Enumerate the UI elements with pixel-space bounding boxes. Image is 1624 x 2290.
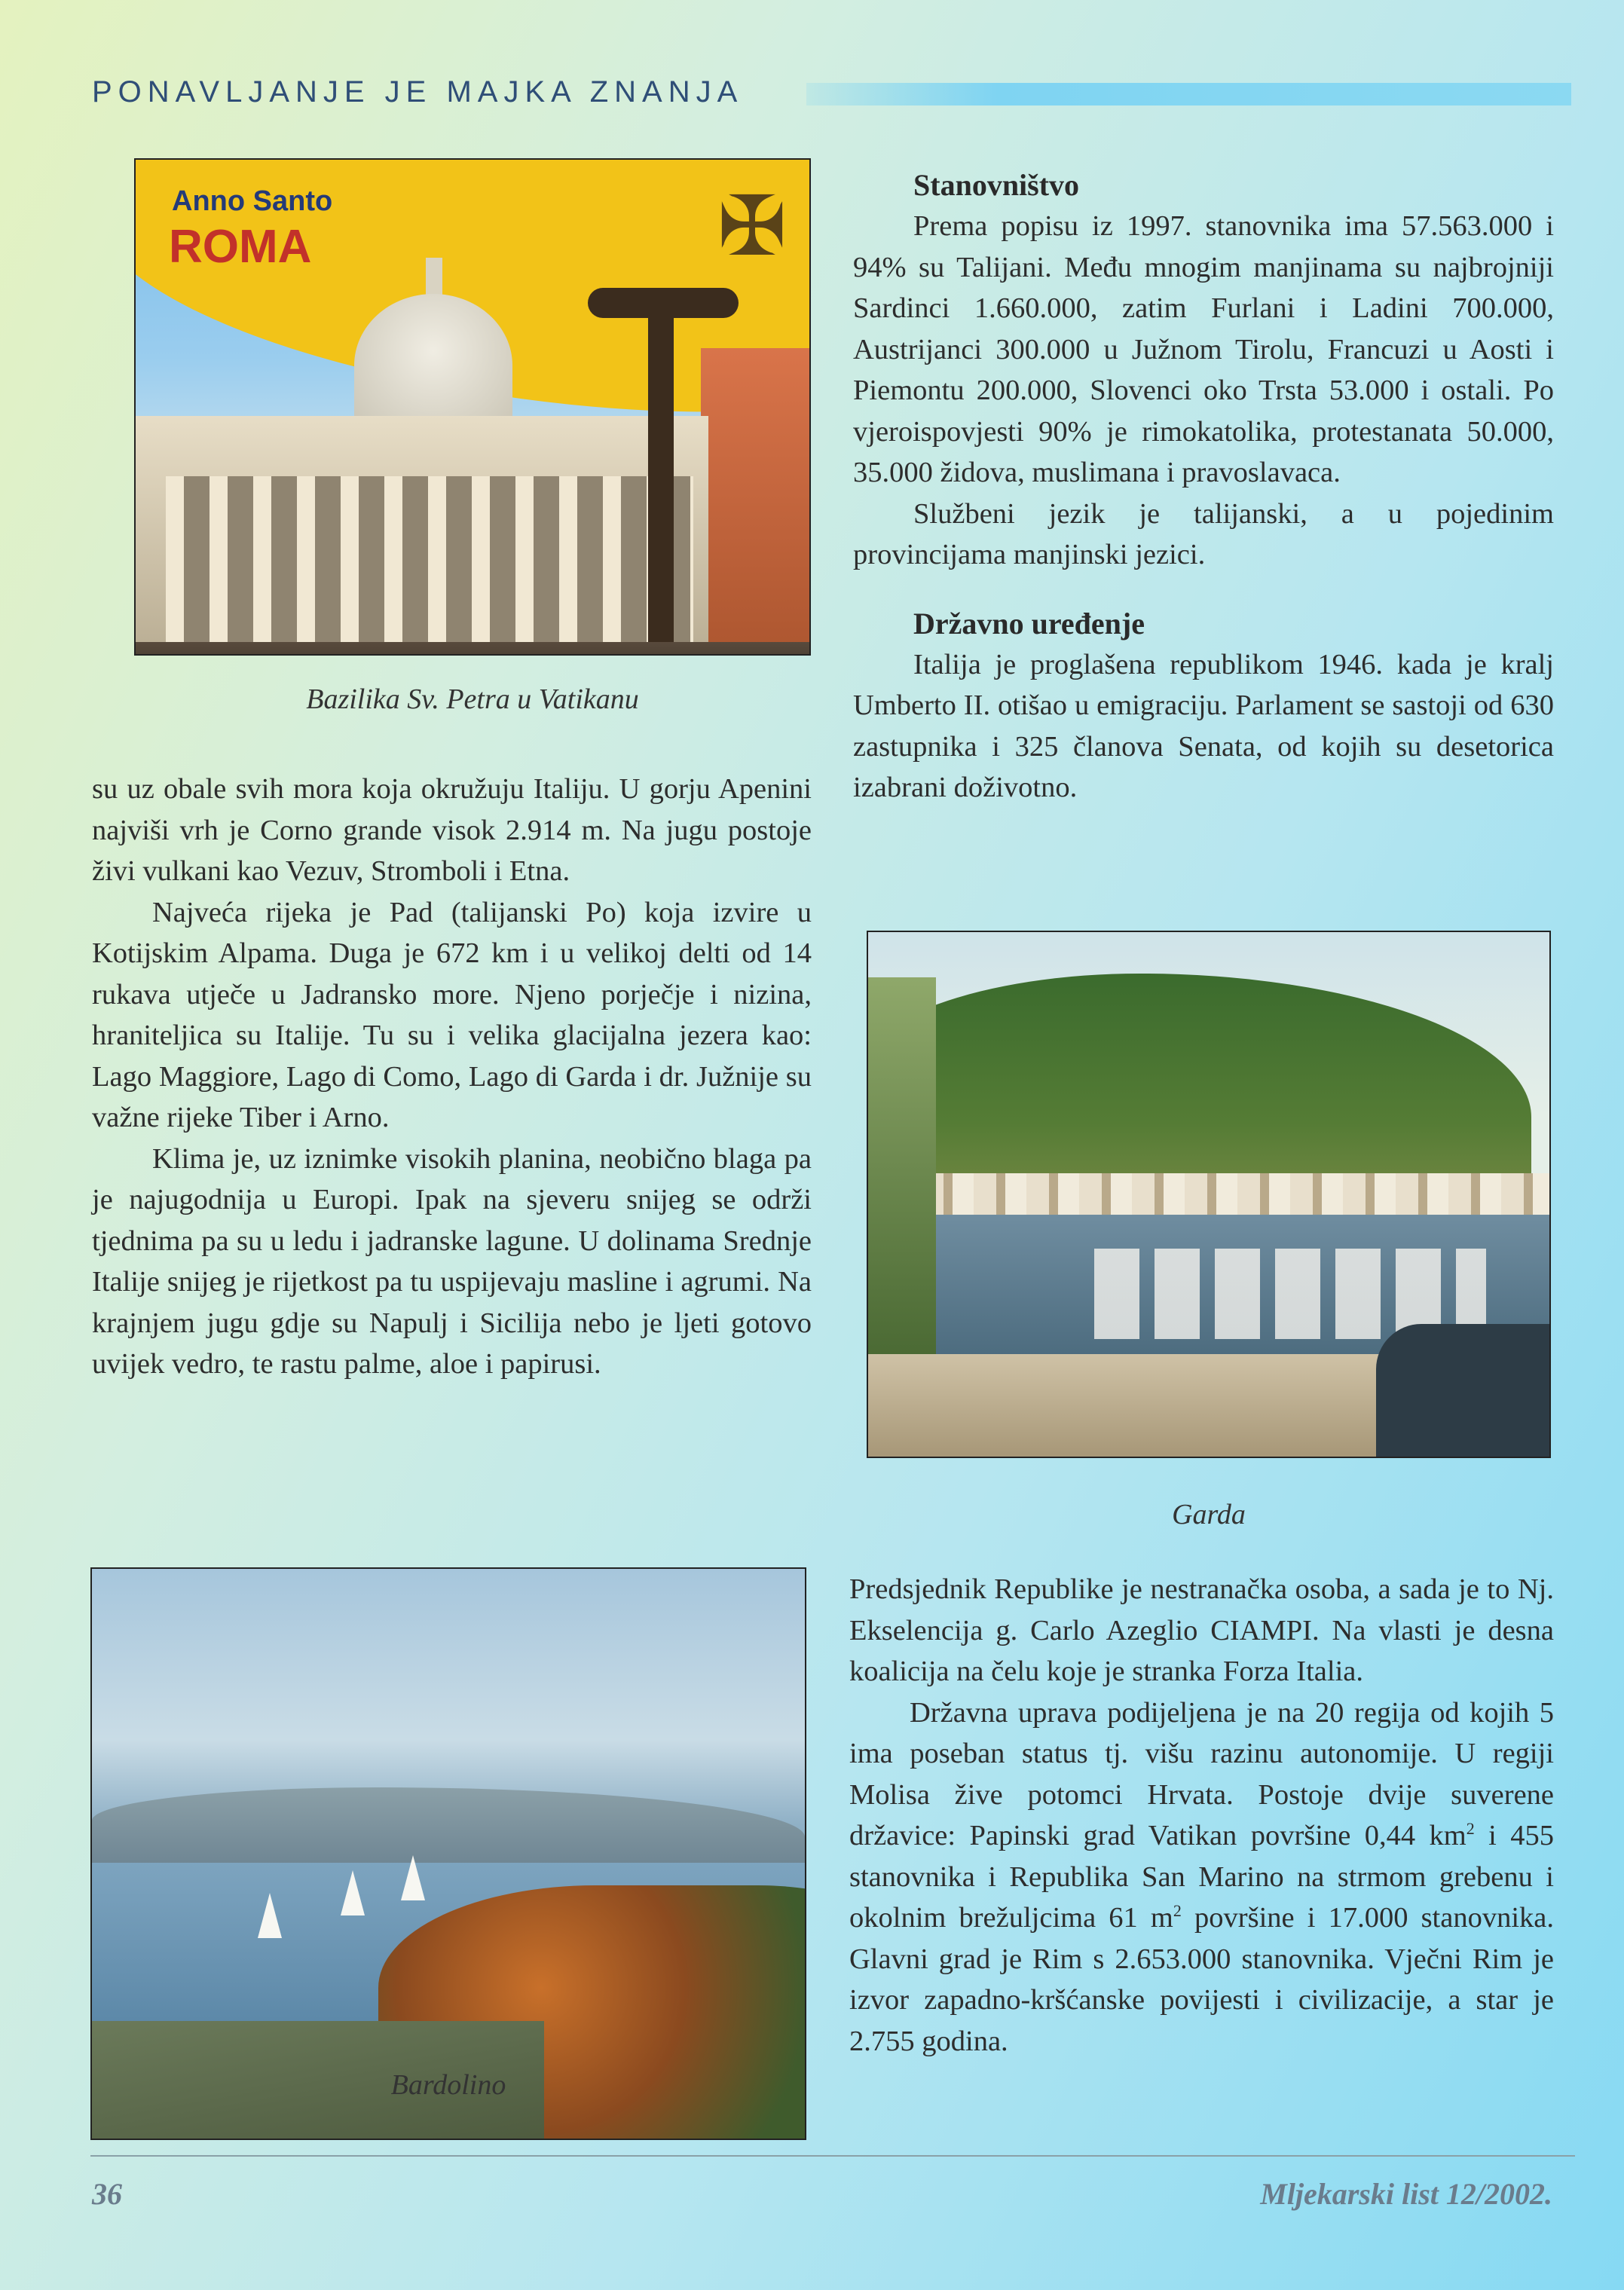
caption-bardolino: Bardolino (390, 2069, 506, 2101)
caption-garda: Garda (1172, 1499, 1246, 1530)
paragraph: Klima je, uz iznimke visokih planina, neobično blaga pa je najugodnija u Europi. Ipak na sjeveru snijeg se održi tjednima pa su u ledu i jadranske lagune. U dolinama Srednje Italije snijeg je rijetkost pa tu uspijevaju masline i agrumi. Na krajnjem jugu gdje su Napulj i Sicilija nebo je ljeti gotovo uvijek vedro, te rastu palme, aloe i papirusi. (92, 1142, 812, 1380)
heading-population: Stanovništvo (913, 168, 1080, 202)
photo-vatican-basilica (134, 158, 811, 656)
paragraph: Predsjednik Republike je nestranačka osoba, a sada je to Nj. Ekselencija g. Carlo Azeglio CIAMPI. Na vlasti je desna koalicija na čelu koje je stranka Forza Italia. (849, 1573, 1554, 1687)
right-column-lower-text (849, 1569, 1554, 2062)
header-accent-bar (806, 83, 1571, 105)
section-header: PONAVLJANJE JE MAJKA ZNANJA (92, 75, 744, 109)
publication-name: Mljekarski list 12/2002. (1260, 2177, 1552, 2211)
postcard-brand-text: Anno Santo (172, 185, 333, 217)
paragraph: Italija je proglašena republikom 1946. kada je kralj Umberto II. otišao u emigraciju. Parlament se sastoji od 630 zastupnika i 325 članova Senata, od kojih su desetorica izabrani doživotno. (853, 648, 1554, 803)
page-number: 36 (92, 2177, 122, 2211)
caption-vatican: Bazilika Sv. Petra u Vatikanu (306, 683, 639, 715)
postcard-city-text: ROMA (169, 221, 312, 273)
footer-rule (90, 2155, 1575, 2157)
paragraph: Prema popisu iz 1997. stanovnika ima 57.563.000 i 94% su Talijani. Među mnogim manjinama su najbrojniji Sardinci 1.660.000, zatim Furlani i Ladini 700.000, Austrijanci 300.000 u Južnom Tirolu, Francuzi u Aosti i Piemontu 200.000, Slovenci oko Trsta 53.000 i ostali. Po vjeroispovjesti 90% je rimokatolika, protestanata 50.000, 35.000 židova, muslimana i pravoslavaca. (853, 210, 1554, 488)
left-column-text (92, 769, 812, 1385)
paragraph: su uz obale svih mora koja okružuju Italiju. U gorju Apenini najviši vrh je Corno grande visok 2.914 m. Na jugu postoje živi vulkani kao Vezuv, Stromboli i Etna. (92, 773, 812, 887)
papal-keys-icon: ✠ (717, 181, 787, 273)
paragraph: Službeni jezik je talijanski, a u pojedinim provincijama manjinski jezici. (853, 497, 1554, 570)
right-column-upper-text (853, 164, 1554, 809)
street-lamp (648, 295, 674, 656)
paragraph: Državna uprava podijeljena je na 20 regija od kojih 5 ima poseban status tj. višu razinu autonomije. U regiji Molisa žive potomci Hrvata. Postoje dvije suverene državice: Papinski grad Vatikan površine 0,44 $km^2$ i 455 stanovnika i Republika San Marino na strmom grebenu i okolnim brežuljcima 61 $m^2$ površine i 17.000 stanovnika. Glavni grad je Rim s 2.653.000 stanovnika. Vječni Rim je izvor zapadno-kršćanske povijesti i civilizacije, a star je 2.755 godina. (849, 1696, 1554, 2057)
photo-garda (867, 931, 1551, 1458)
paragraph: Najveća rijeka je Pad (talijanski Po) koja izvire u Kotijskim Alpama. Duga je 672 km i u velikoj delti od 14 rukava utječe u Jadransko more. Njeno porječje i nizina, hraniteljica su Italije. Tu su i velika glacijalna jezera kao: Lago Maggiore, Lago di Como, Lago di Garda i dr. Južnije su važne rijeke Tiber i Arno. (92, 896, 812, 1133)
photo-bardolino (90, 1567, 806, 2140)
heading-government: Državno uređenje (913, 606, 1145, 641)
